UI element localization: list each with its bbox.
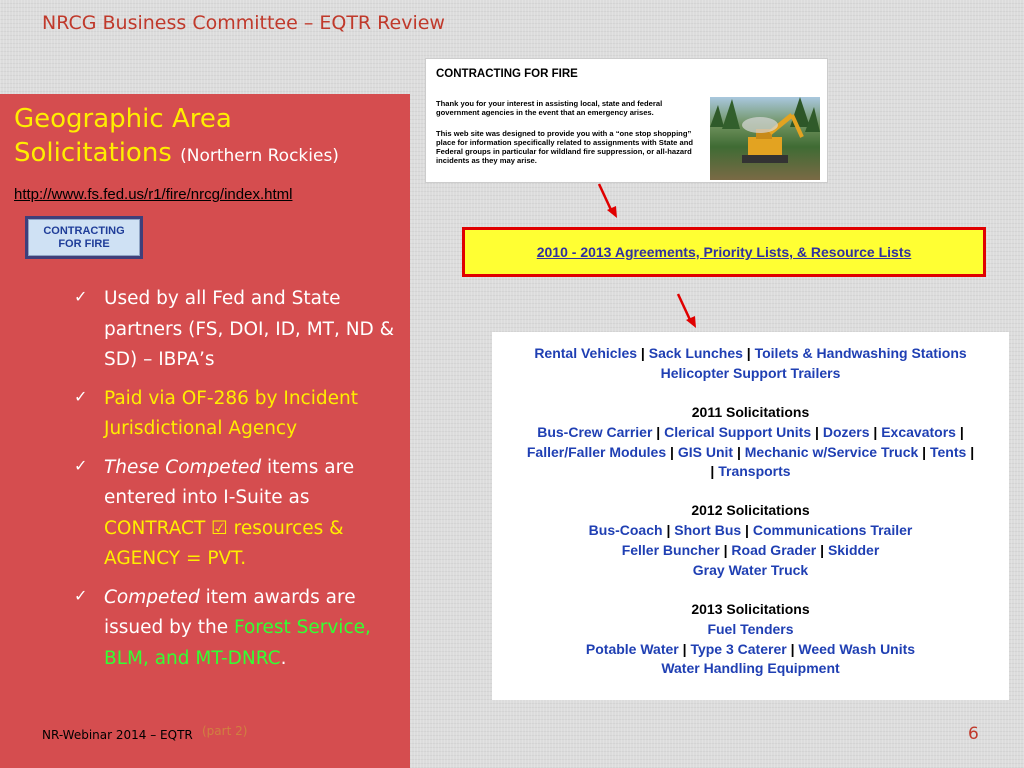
solicitations-2013-heading: 2013 Solicitations bbox=[691, 600, 810, 617]
panel-heading bbox=[14, 102, 406, 171]
solicitation-link[interactable]: Type 3 Caterer bbox=[690, 640, 787, 657]
solicitation-link[interactable]: Clerical Support Units bbox=[664, 423, 812, 440]
solicitation-link[interactable]: GIS Unit bbox=[677, 443, 734, 460]
slide-title: NRCG Business Committee – EQTR Review bbox=[42, 12, 445, 34]
solicitation-line bbox=[492, 561, 1009, 581]
solicitations-2012-heading: 2012 Solicitations bbox=[691, 502, 810, 519]
bullet-yellow-text: CONTRACT ☑ resources & AGENCY = PVT. bbox=[104, 517, 344, 570]
solicitation-link[interactable]: Weed Wash Units bbox=[798, 640, 916, 657]
page-number: 6 bbox=[968, 724, 979, 744]
bullet-italic: Competed bbox=[104, 586, 200, 608]
bullet-item bbox=[74, 583, 396, 675]
website-screenshot bbox=[425, 58, 828, 183]
agreements-box bbox=[462, 227, 986, 277]
solicitation-link[interactable]: Communications Trailer bbox=[752, 522, 913, 539]
contracting-for-fire-label: CONTRACTING FOR FIRE bbox=[28, 219, 140, 256]
agreements-link[interactable]: 2010 - 2013 Agreements, Priority Lists, & Resource Lists bbox=[536, 244, 912, 260]
solicitations-panel bbox=[492, 332, 1009, 700]
solicitation-line: Bus-Coach | Short Bus | Communications Trailer bbox=[588, 522, 913, 539]
solicitation-link[interactable]: Short Bus bbox=[674, 522, 742, 539]
solicitation-link[interactable]: Feller Buncher bbox=[621, 542, 720, 558]
bullet-italic: These Competed bbox=[104, 456, 262, 478]
nrcg-url-link[interactable]: http://www.fs.fed.us/r1/fire/nrcg/index.html bbox=[14, 186, 293, 203]
heading-paren: (Northern Rockies) bbox=[180, 146, 339, 167]
solicitation-line bbox=[492, 659, 1009, 679]
heading-line1: Geographic Area bbox=[14, 104, 232, 134]
checkmark-icon: ✓ bbox=[74, 287, 88, 306]
arrow-down-icon bbox=[672, 292, 702, 330]
solicitation-line: Faller/Faller Modules | GIS Unit | Mechanic w/Service Truck | Tents | bbox=[526, 443, 975, 460]
solicitation-link[interactable]: Bus-Coach bbox=[588, 522, 663, 539]
bullet-item bbox=[74, 384, 396, 445]
solicitation-link[interactable]: Road Grader bbox=[731, 542, 817, 558]
footer-text: NR-Webinar 2014 – EQTR bbox=[42, 728, 193, 742]
solicitation-line bbox=[492, 364, 1009, 384]
contracting-for-fire-button[interactable] bbox=[25, 216, 143, 259]
solicitation-line: | Transports bbox=[710, 463, 791, 480]
bullet-text-end: . bbox=[280, 647, 287, 669]
solicitation-link[interactable]: Skidder bbox=[827, 542, 880, 558]
solicitation-link[interactable]: Toilets & Handwashing Stations bbox=[754, 345, 967, 361]
solicitation-link[interactable]: Fuel Tenders bbox=[707, 620, 794, 637]
solicitations-2011-heading: 2011 Solicitations bbox=[691, 403, 810, 420]
website-title: CONTRACTING FOR FIRE bbox=[436, 68, 578, 80]
solicitation-link[interactable]: Transports bbox=[718, 463, 791, 480]
solicitation-line: Rental Vehicles | Sack Lunches | Toilets & Handwashing Stations bbox=[534, 345, 967, 361]
arrow-down-icon bbox=[593, 182, 623, 220]
solicitation-link[interactable]: Helicopter Support Trailers bbox=[660, 364, 841, 381]
solicitation-link[interactable]: Water Handling Equipment bbox=[661, 660, 840, 677]
solicitation-line: Potable Water | Type 3 Caterer | Weed Wash Units bbox=[585, 640, 916, 657]
solicitation-link[interactable]: Mechanic w/Service Truck bbox=[744, 443, 919, 460]
website-paragraph: Thank you for your interest in assisting local, state and federal government agencies in the event that an emergency arises. bbox=[436, 99, 663, 118]
solicitation-line: Feller Buncher | Road Grader | Skidder bbox=[621, 542, 880, 558]
solicitation-link[interactable]: Excavators bbox=[881, 423, 956, 440]
checkmark-icon: ✓ bbox=[74, 585, 88, 605]
bullet-text: Used by all Fed and State partners (FS, DOI, ID, MT, ND & SD) – IBPA’s bbox=[104, 288, 395, 371]
solicitation-link[interactable]: Sack Lunches bbox=[648, 345, 743, 361]
excavator-photo bbox=[710, 97, 820, 180]
bullet-green-text: Forest Service, BLM, and MT-DNRC bbox=[104, 617, 371, 669]
left-panel bbox=[0, 94, 410, 768]
solicitation-link[interactable]: Tents bbox=[930, 443, 967, 460]
solicitation-link[interactable]: Gray Water Truck bbox=[692, 561, 809, 578]
bullet-item bbox=[74, 453, 396, 575]
solicitation-link[interactable]: Rental Vehicles bbox=[534, 345, 638, 361]
bullet-item bbox=[74, 284, 396, 376]
bullet-text: Paid via OF-286 by Incident Jurisdictional Agency bbox=[104, 387, 358, 440]
website-paragraph: This web site was designed to provide you with a “one stop shopping” place for information specifically related to assignments with State and Federal groups in particular for wildland fire suppression, or all-hazard incidents as they may arise. bbox=[436, 129, 693, 166]
solicitation-link[interactable]: Faller/Faller Modules bbox=[526, 443, 667, 460]
checkmark-icon: ✓ bbox=[74, 386, 88, 406]
solicitation-link[interactable]: Potable Water bbox=[585, 640, 679, 657]
heading-line2: Solicitations bbox=[14, 138, 172, 169]
solicitation-line bbox=[492, 620, 1009, 640]
checkmark-icon: ✓ bbox=[74, 455, 88, 475]
solicitation-link[interactable]: Dozers bbox=[822, 423, 870, 440]
footer-ghost-text: (part 2) bbox=[202, 724, 248, 738]
bullet-list bbox=[74, 284, 396, 682]
solicitation-line: Bus-Crew Carrier | Clerical Support Units | Dozers | Excavators | bbox=[537, 423, 964, 440]
bullet-text: item awards are issued by the bbox=[104, 586, 356, 639]
bullet-text: items are entered into I-Suite as bbox=[104, 456, 355, 509]
solicitation-link[interactable]: Bus-Crew Carrier bbox=[537, 423, 653, 440]
